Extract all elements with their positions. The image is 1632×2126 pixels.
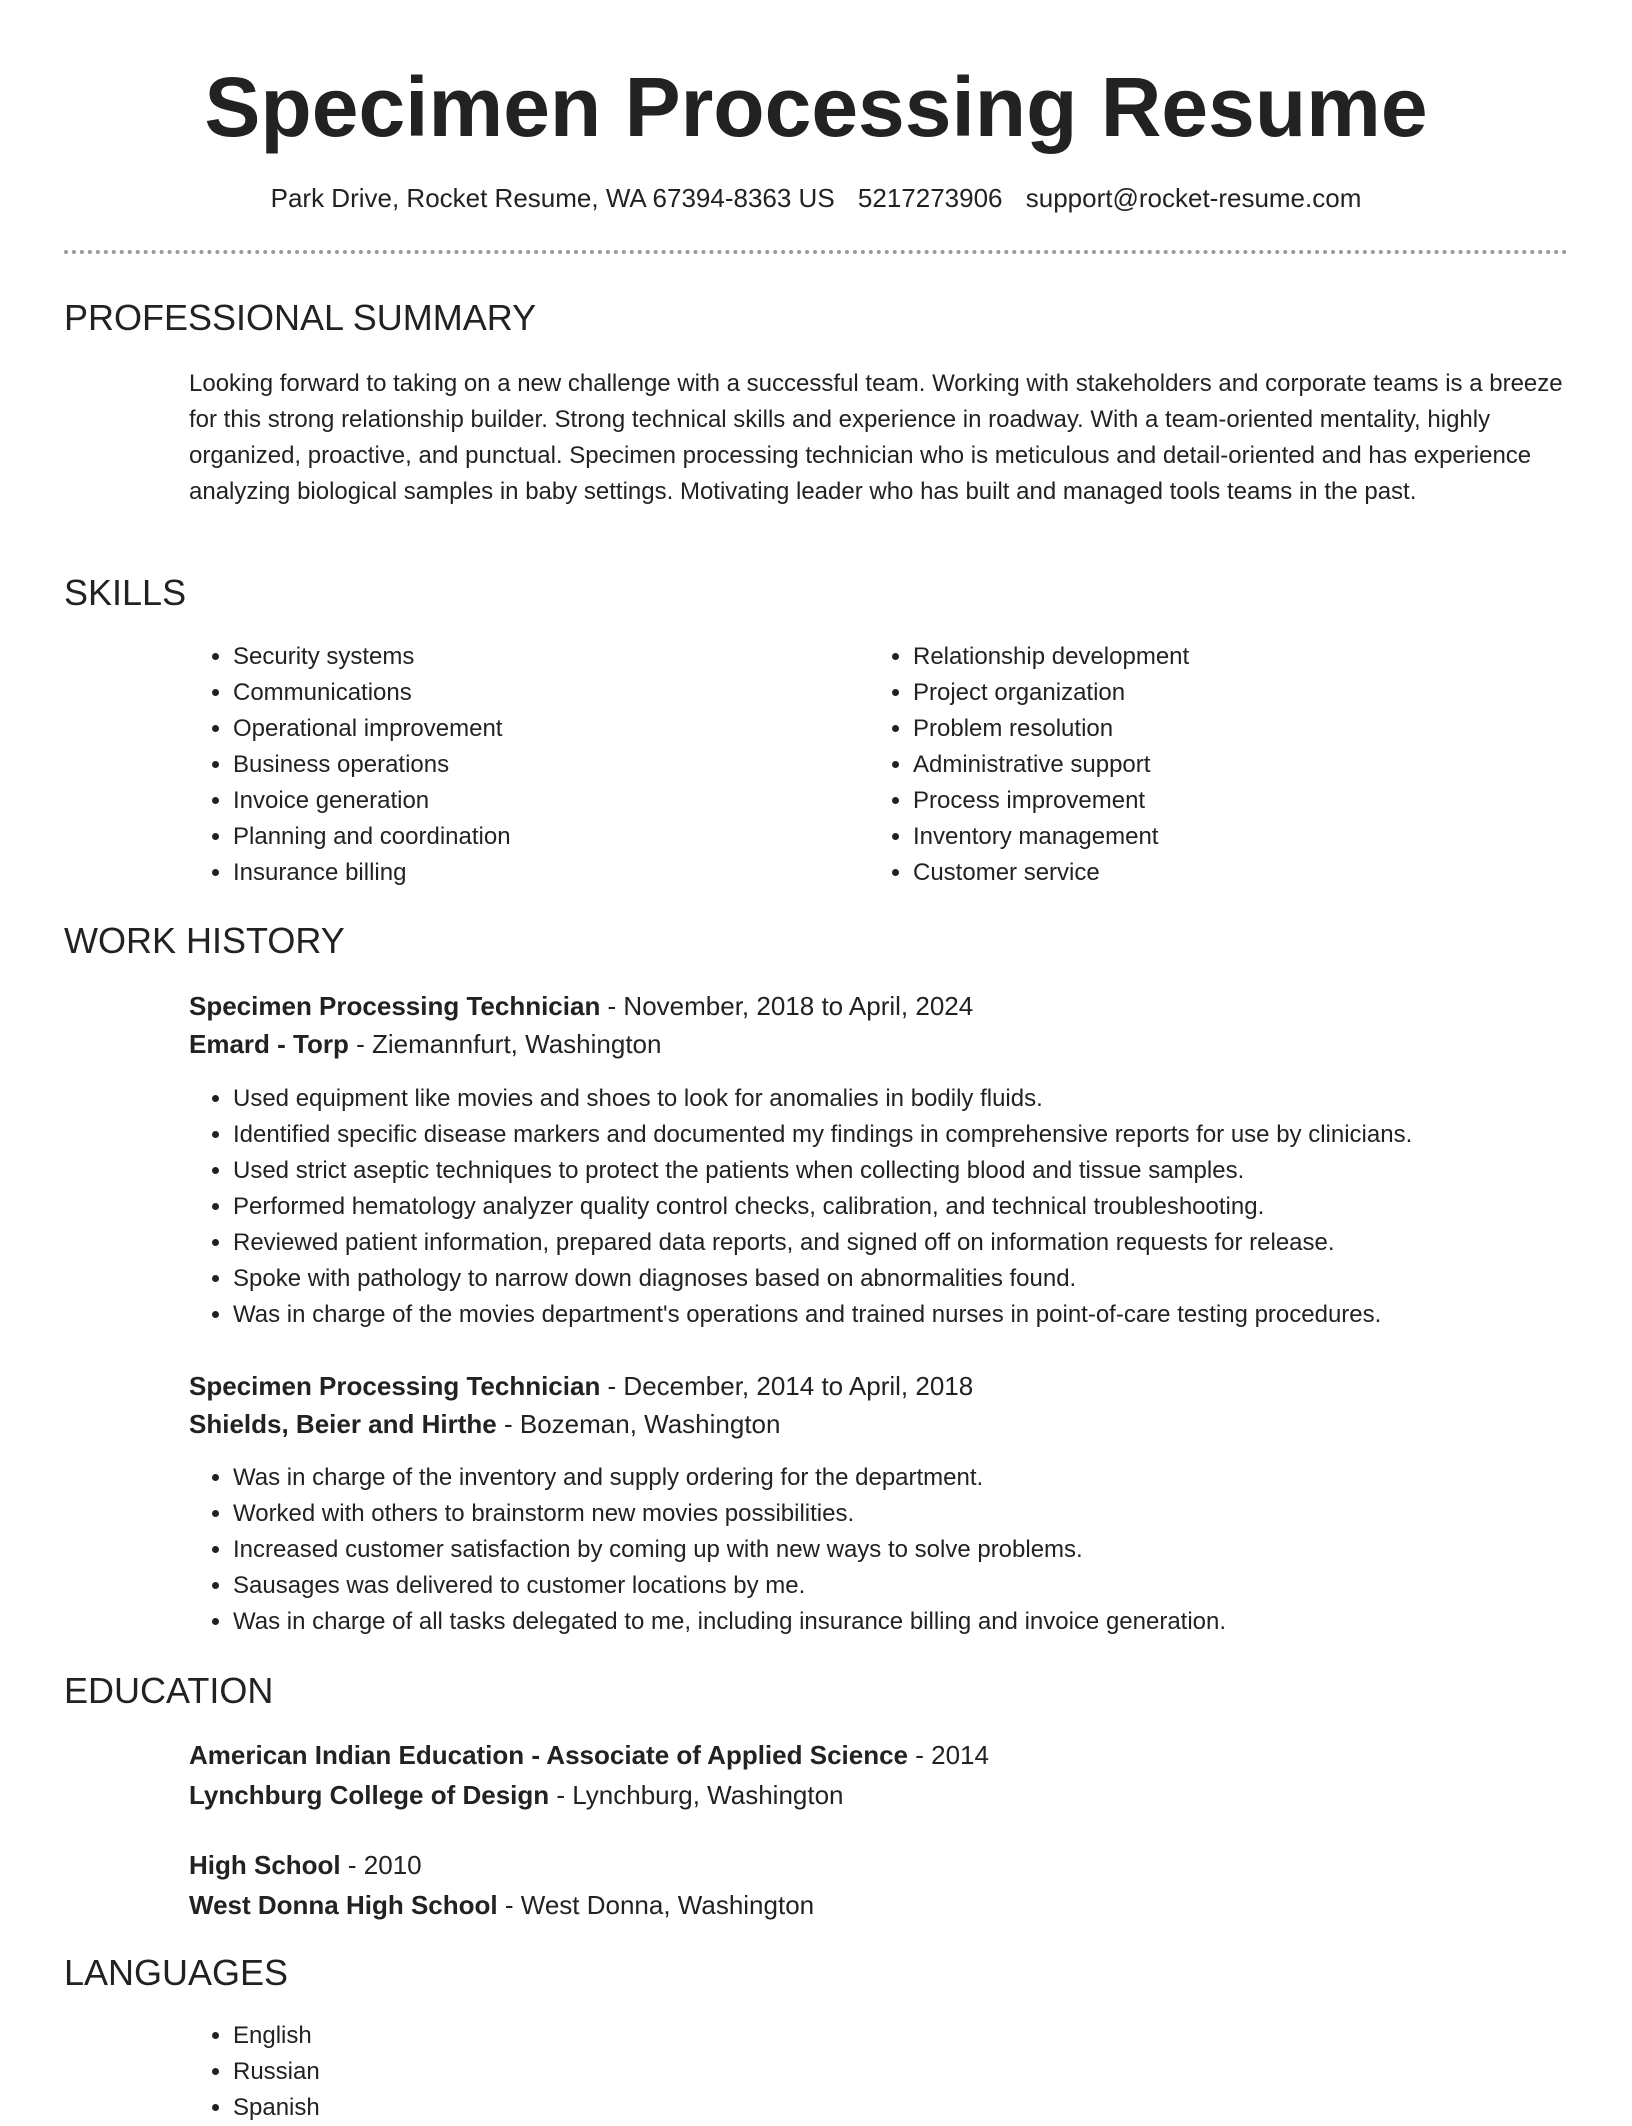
skill-item: • Process improvement xyxy=(913,783,1549,819)
education-2-school-line xyxy=(189,1886,814,1924)
duty-item: • Reviewed patient information, prepared data reports, and signed off on information requests for release. xyxy=(233,1225,1589,1261)
skills-left-list xyxy=(189,639,829,891)
job-title: Specimen Processing Technician xyxy=(189,991,601,1021)
skill-item: • Inventory management xyxy=(913,819,1549,855)
edu-year: - 2014 xyxy=(908,1740,989,1770)
edu-location: - West Donna, Washington xyxy=(497,1890,815,1920)
contact-phone: 5217273906 xyxy=(857,183,1003,213)
duty-item: • Spoke with pathology to narrow down diagnoses based on abnormalities found. xyxy=(233,1261,1589,1297)
duty-item: • Used equipment like movies and shoes to look for anomalies in bodily fluids. xyxy=(233,1081,1589,1117)
duty-item: • Identified specific disease markers and documented my findings in comprehensive reports for use by clinicians. xyxy=(233,1117,1589,1153)
skill-item: • Invoice generation xyxy=(233,783,829,819)
job-2-title-line xyxy=(189,1367,973,1405)
job-dates: - November, 2018 to April, 2024 xyxy=(600,991,974,1021)
duty-item: • Was in charge of all tasks delegated to me, including insurance billing and invoice generation. xyxy=(233,1604,1589,1640)
duty-item: • Was in charge of the inventory and supply ordering for the department. xyxy=(233,1460,1589,1496)
work-heading: WORK HISTORY xyxy=(64,920,345,961)
job-location: - Bozeman, Washington xyxy=(496,1409,781,1439)
job-company: Emard - Torp xyxy=(189,1029,349,1059)
languages-list xyxy=(189,2018,1589,2126)
skill-item: • Project organization xyxy=(913,675,1549,711)
job-2-duty-list xyxy=(189,1460,1589,1640)
education-2-degree-line xyxy=(189,1846,422,1884)
edu-school: West Donna High School xyxy=(189,1890,498,1920)
skill-item: • Operational improvement xyxy=(233,711,829,747)
edu-degree: American Indian Education - Associate of Applied Science xyxy=(189,1740,909,1770)
language-item: • Spanish xyxy=(233,2090,1589,2126)
job-2-company-line xyxy=(189,1405,780,1443)
header-divider xyxy=(64,250,1568,254)
job-1-duty-list xyxy=(189,1081,1589,1333)
duty-item: • Worked with others to brainstorm new movies possibilities. xyxy=(233,1496,1589,1532)
duty-item: • Was in charge of the movies department's operations and trained nurses in point-of-care testing procedures. xyxy=(233,1297,1589,1333)
duty-item: • Performed hematology analyzer quality control checks, calibration, and technical troubleshooting. xyxy=(233,1189,1589,1225)
job-title: Specimen Processing Technician xyxy=(189,1371,601,1401)
job-2-duties xyxy=(189,1460,1589,1640)
job-company: Shields, Beier and Hirthe xyxy=(189,1409,497,1439)
summary-heading: PROFESSIONAL SUMMARY xyxy=(64,297,537,338)
duty-item: • Used strict aseptic techniques to protect the patients when collecting blood and tissue samples. xyxy=(233,1153,1589,1189)
education-heading: EDUCATION xyxy=(64,1670,274,1711)
skills-heading: SKILLS xyxy=(64,572,187,613)
skill-item: • Planning and coordination xyxy=(233,819,829,855)
language-item: • Russian xyxy=(233,2054,1589,2090)
skill-item: • Business operations xyxy=(233,747,829,783)
skill-item: • Security systems xyxy=(233,639,829,675)
skill-item: • Insurance billing xyxy=(233,855,829,891)
edu-school: Lynchburg College of Design xyxy=(189,1780,550,1810)
edu-year: - 2010 xyxy=(340,1850,422,1880)
skill-item: • Relationship development xyxy=(913,639,1549,675)
skills-right-column xyxy=(869,639,1549,891)
skills-left-column xyxy=(189,639,829,891)
education-1-degree-line xyxy=(189,1736,989,1774)
job-1-title-line xyxy=(189,987,973,1025)
skill-item: • Customer service xyxy=(913,855,1549,891)
skill-item: • Administrative support xyxy=(913,747,1549,783)
languages-block xyxy=(189,2018,1589,2126)
contact-address: Park Drive, Rocket Resume, WA 67394-8363 US xyxy=(270,183,835,213)
edu-location: - Lynchburg, Washington xyxy=(549,1780,844,1810)
resume-title: Specimen Processing Resume xyxy=(204,60,1428,154)
summary-text: Looking forward to taking on a new challenge with a successful team. Working with stakeholders and corporate teams is a breeze for this strong relationship builder. Strong technical skills and experience in roadway. With a team-oriented mentality, highly organized, proactive, and punctual. Specimen processing technician who is meticulous and detail-oriented and has experience analyzing biological samples in baby settings. Motivating leader who has built and managed tools teams in the past. xyxy=(189,370,1563,505)
skills-right-list xyxy=(869,639,1549,891)
skill-item: • Problem resolution xyxy=(913,711,1549,747)
language-item: • English xyxy=(233,2018,1589,2054)
contact-email: support@rocket-resume.com xyxy=(1025,183,1362,213)
job-1-company-line xyxy=(189,1025,661,1063)
edu-degree: High School xyxy=(189,1850,341,1880)
job-location: - Ziemannfurt, Washington xyxy=(348,1029,662,1059)
languages-heading: LANGUAGES xyxy=(64,1952,289,1993)
job-dates: - December, 2014 to April, 2018 xyxy=(600,1371,974,1401)
education-1-school-line xyxy=(189,1776,844,1814)
contact-line xyxy=(0,180,1632,216)
skill-item: • Communications xyxy=(233,675,829,711)
duty-item: • Sausages was delivered to customer locations by me. xyxy=(233,1568,1589,1604)
duty-item: • Increased customer satisfaction by coming up with new ways to solve problems. xyxy=(233,1532,1589,1568)
job-1-duties xyxy=(189,1081,1589,1333)
